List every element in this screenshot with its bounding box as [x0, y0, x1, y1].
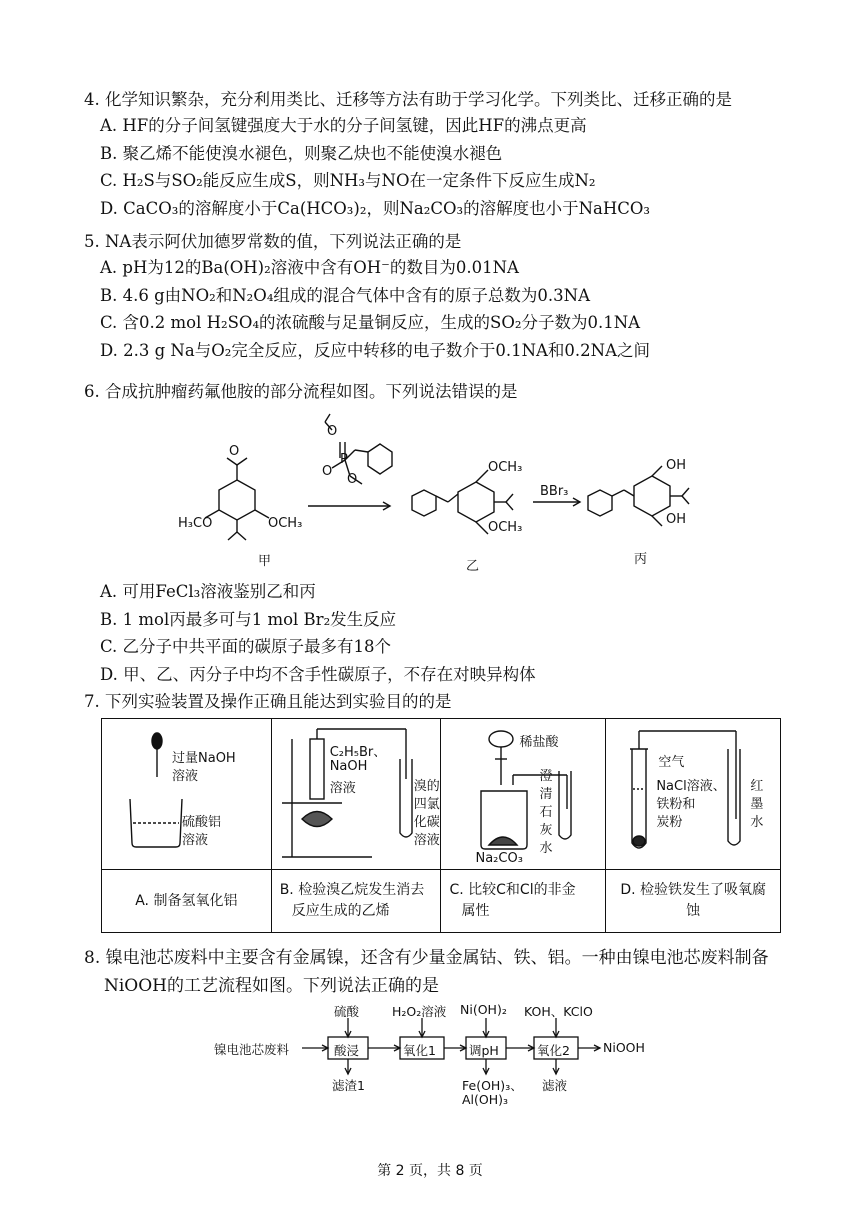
- flow-output-aloh3: Al(OH)₃: [462, 1092, 509, 1107]
- d-label-4: 炭粉: [656, 815, 683, 830]
- question-4-option-c: C. H₂S与SO₂能反应生成S，则NH₃与NO在一定条件下反应生成N₂: [100, 171, 596, 190]
- caption-c-line2: 属性: [461, 903, 490, 919]
- label-aldehyde-o: O: [229, 444, 240, 459]
- label-bing: 丙: [634, 552, 648, 567]
- b-label-1: C₂H₅Br、: [329, 745, 387, 760]
- flow-step-adjust-ph: 调pH: [469, 1043, 499, 1058]
- apparatus-b: [271, 719, 441, 870]
- question-6-option-c: C. 乙分子中共平面的碳原子最多有18个: [100, 637, 392, 656]
- question-5-option-a: A. pH为12的Ba(OH)₂溶液中含有OH⁻的数目为0.01NA: [100, 258, 519, 277]
- ring-yi-right: [458, 482, 494, 522]
- apparatus-table: [101, 718, 781, 933]
- label-oh-bottom: OH: [666, 512, 687, 527]
- label-yi: 乙: [466, 559, 480, 574]
- flow-input-h2o2: H₂O₂溶液: [392, 1004, 447, 1019]
- flow-step-acid-leach: 酸浸: [334, 1043, 360, 1058]
- question-6-stem: 6. 合成抗肿瘤药氟他胺的部分流程如图。下列说法错误的是: [84, 382, 518, 401]
- c-label-r1: 澄: [539, 769, 553, 784]
- ring-jia: [219, 480, 255, 520]
- label-och3-yi-bottom: OCH₃: [488, 520, 523, 535]
- question-6-option-b: B. 1 mol丙最多可与1 mol Br₂发生反应: [100, 609, 397, 629]
- flow-input-koh-kclo: KOH、KClO: [524, 1004, 593, 1019]
- caption-a-text: A. 制备氢氧化铝: [135, 892, 238, 909]
- ring-bing-left: [588, 490, 612, 516]
- caption-row: [102, 870, 781, 933]
- question-4-option-b: B. 聚乙烯不能使溴水褪色，则聚乙炔也不能使溴水褪色: [100, 143, 503, 163]
- d-label-r3: 水: [750, 815, 764, 830]
- question-5-option-c: C. 含0.2 mol H₂SO₄的浓硫酸与足量铜反应，生成的SO₂分子数为0.1NA: [100, 313, 641, 332]
- d-label-r1: 红: [750, 779, 764, 794]
- d-label-1: 空气: [658, 755, 685, 770]
- question-7-stem: 7. 下列实验装置及操作正确且能达到实验目的的是: [84, 692, 452, 711]
- c-label-r5: 水: [539, 841, 553, 856]
- b-label-3: 溶液: [329, 781, 356, 796]
- label-phos-o-top: O: [327, 424, 338, 439]
- label-bbr3: BBr₃: [540, 484, 569, 499]
- label-och3-jia: OCH₃: [268, 516, 303, 531]
- c-label-b1: Na₂CO₃: [475, 851, 523, 866]
- c-label-r3: 石: [539, 805, 553, 820]
- label-och3-yi-top: OCH₃: [488, 460, 523, 475]
- a-label-3: 硫酸铝: [182, 815, 222, 830]
- ring-bing-right: [634, 476, 670, 516]
- label-jia: 甲: [258, 554, 272, 569]
- label-oh-top: OH: [666, 458, 687, 473]
- flow-step-oxidize-2: 氧化2: [537, 1043, 570, 1058]
- flow-output-filtrate: 滤液: [542, 1078, 568, 1093]
- caption-a: [102, 870, 272, 933]
- question-4: [84, 88, 732, 222]
- c-label-r4: 灰: [539, 823, 553, 838]
- question-5-option-d: D. 2.3 g Na与O₂完全反应，反应中转移的电子数介于0.1NA和0.2NA之间: [100, 340, 651, 360]
- label-h3co: H₃CO: [178, 516, 213, 531]
- b-label-r3: 化碳: [413, 815, 440, 830]
- caption-b: [271, 870, 441, 933]
- flow-input-sulfuric-acid: 硫酸: [334, 1004, 360, 1019]
- caption-d-text: D. 检验铁发生了吸氧腐蚀: [620, 882, 766, 919]
- b-label-2: NaOH: [329, 759, 368, 774]
- question-7-stem-wrap: [84, 690, 452, 714]
- question-4-stem: 4. 化学知识繁杂，充分利用类比、迁移等方法有助于学习化学。下列类比、迁移正确的是: [84, 90, 732, 109]
- question-8-stem-line2: NiOOH的工艺流程如图。下列说法正确的是: [104, 976, 440, 996]
- question-8-stem-line1: 8. 镍电池芯废料中主要含有金属镍，还含有少量金属钴、铁、铝。一种由镍电池芯废料制备: [84, 948, 769, 968]
- question-4-option-a: A. HF的分子间氢键强度大于水的分子间氢键，因此HF的沸点更高: [100, 116, 587, 135]
- flow-step-oxidize-1: 氧化1: [403, 1043, 436, 1058]
- question-6-options: [84, 578, 536, 688]
- question-4-option-d: D. CaCO₃的溶解度小于Ca(HCO₃)₂，则Na₂CO₃的溶解度也小于NaHCO₃: [100, 198, 651, 218]
- page-footer: 第 2 页，共 8 页: [377, 1163, 483, 1179]
- flow-output-residue-1: 滤渣1: [332, 1078, 365, 1093]
- caption-c: [441, 870, 606, 933]
- apparatus-c: [441, 719, 606, 870]
- c-label-1: 稀盐酸: [519, 735, 559, 750]
- apparatus-d: [606, 719, 781, 870]
- caption-b-line2: 反应生成的乙烯: [291, 903, 390, 919]
- question-6-option-a: A. 可用FeCl₃溶液鉴别乙和丙: [100, 582, 316, 601]
- question-5: [84, 230, 650, 364]
- flow-end-product: NiOOH: [603, 1040, 645, 1055]
- a-label-1: 过量NaOH: [172, 751, 236, 766]
- a-label-4: 溶液: [182, 833, 209, 848]
- label-phos-o-left: O: [322, 464, 333, 479]
- label-phos-p: P: [340, 452, 348, 467]
- caption-b-line1: B. 检验溴乙烷发生消去: [279, 882, 425, 898]
- question-8-stem-wrap: [84, 944, 769, 1000]
- a-label-2: 溶液: [172, 769, 199, 784]
- question-5-option-b: B. 4.6 g由NO₂和N₂O₄组成的混合气体中含有的原子总数为0.3NA: [100, 285, 591, 305]
- label-phos-o-right: O: [347, 472, 358, 487]
- d-label-r2: 墨: [750, 797, 764, 812]
- apparatus-row: [102, 719, 781, 870]
- synthesis-scheme: [0, 410, 860, 580]
- question-5-stem: 5. NA表示阿伏加德罗常数的值，下列说法正确的是: [84, 232, 462, 251]
- question-6-stem-wrap: [84, 380, 518, 404]
- b-label-r1: 溴的: [413, 779, 440, 794]
- d-label-3: 铁粉和: [656, 797, 696, 812]
- c-label-r2: 清: [539, 787, 553, 802]
- b-label-r4: 溶液: [413, 833, 440, 848]
- ring-yi-left: [412, 490, 436, 516]
- ring-benzyl: [368, 444, 392, 474]
- question-6-option-d: D. 甲、乙、丙分子中均不含手性碳原子，不存在对映异构体: [100, 664, 536, 684]
- b-label-r2: 四氯: [413, 797, 440, 812]
- flow-start: 镍电池芯废料: [214, 1042, 290, 1057]
- flow-output-feoh3: Fe(OH)₃、: [462, 1078, 523, 1093]
- flow-input-nioh2: Ni(OH)₂: [460, 1002, 507, 1017]
- caption-d: [606, 870, 781, 933]
- apparatus-a: [102, 719, 272, 870]
- caption-c-line1: C. 比较C和Cl的非金: [449, 882, 576, 898]
- d-label-2: NaCl溶液、: [656, 779, 726, 794]
